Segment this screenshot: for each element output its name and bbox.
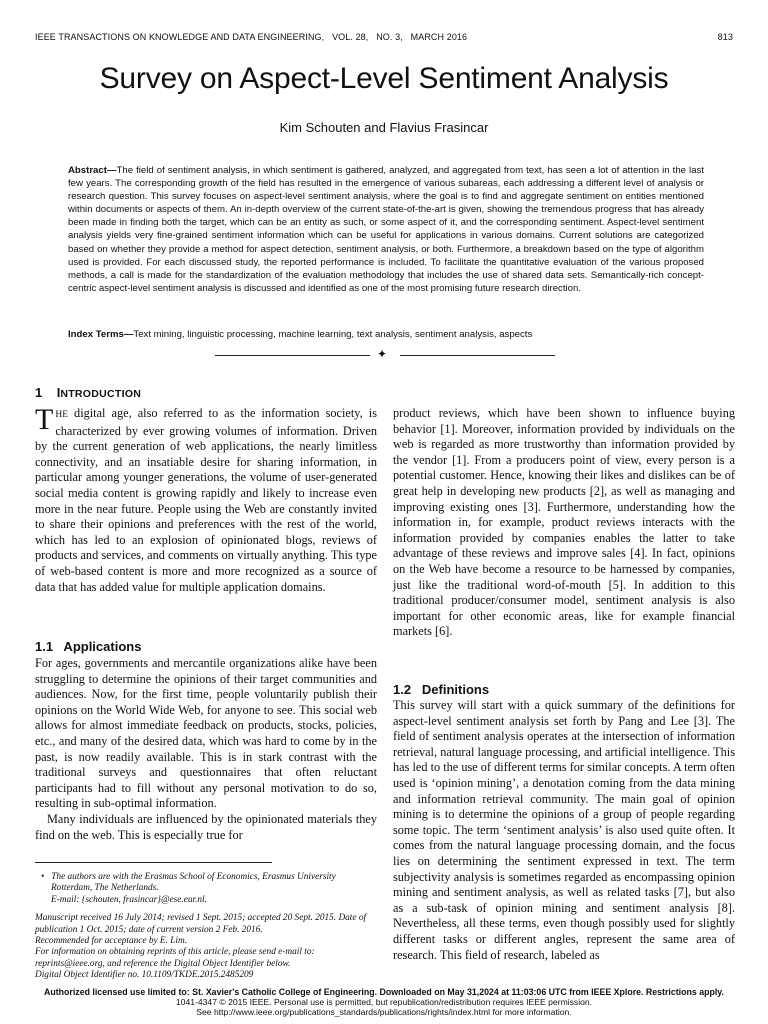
intro-smallcaps: HE	[55, 410, 68, 420]
footnote-affiliation	[35, 872, 377, 906]
license-notice	[0, 987, 768, 1017]
footnote-reprints: For information on obtaining reprints of this article, please send e-mail to: reprints@ieee.org, and reference the Digital Object Identifier below.	[35, 947, 315, 969]
intro-text: digital age, also referred to as the information society, is characterized by ever growing volumes of information. Driven by the current generation of web applications, the nearly limitless connectivity, and an insatiable desire for sharing information, in particular among younger generations, the volume of user-generated social media content is growing rapidly and likely to increase even more in the near future. People using the Web are constantly invited to share their opinions and preferences with the rest of the world, which has led to an explosion of opinionated blogs, reviews of products and services, and comments on virtually anything. This type of web-based content is more and more recognized as a source of data that has added value for multiple application domains.	[35, 406, 377, 594]
rights-url-line: See http://www.ieee.org/publications_standards/publications/rights/index.html for more information.	[196, 1007, 572, 1017]
section-divider	[215, 348, 555, 362]
bullet-icon: •	[41, 872, 45, 882]
page-number: 813	[717, 32, 733, 42]
abstract-text: The field of sentiment analysis, in which sentiment is gathered, analyzed, and aggregated from text, has seen a lot of attention in the last few years. The corresponding growth of the field has resulted in the emergence of various subareas, each addressing a different level of analysis or research question. This survey focuses on aspect-level sentiment analysis, where the goal is to find and aggregate sentiment on entities mentioned within documents or aspects of them. An in-depth overview of the current state-of-the-art is given, showing the tremendous progress that has already been made in finding both the target, which can be an entity as such, or some aspect of it, and the corresponding sentiment. Aspect-level sentiment analysis yields very fine-grained sentiment information which can be useful for applications in various domains. Current solutions are categorized based on whether they provide a method for aspect detection, sentiment analysis, or both. Furthermore, a breakdown based on the type of algorithm used is provided. For each discussed study, the reported performance is included. To facilitate the quantitative evaluation of the various proposed methods, a call is made for the standardization of the evaluation methodology that includes the use of shared data sets. Semantically-rich concept-centric aspect-level sentiment analysis is discussed and identified as one of the most promising future research direction.	[68, 165, 704, 294]
section-title-first: I	[56, 385, 61, 400]
issue-number: NO. 3,	[376, 32, 403, 42]
applications-paragraph-2: Many individuals are influenced by the opinionated materials they find on the web. This is especially true for	[35, 811, 377, 842]
license-line: Authorized licensed use limited to: St. Xavier's Catholic College of Engineering. Downloaded on May 31,2024 at 11:03:06 UTC from IEEE Xplore. Restrictions apply.	[44, 987, 724, 997]
paper-title: Survey on Aspect-Level Sentiment Analysis	[99, 62, 669, 95]
divider-ornament-icon: ✦	[377, 347, 388, 361]
intro-paragraph	[35, 403, 377, 595]
divider-line-right	[400, 355, 555, 356]
affiliation-email: E-mail: {schouten, frasincar}@ese.eur.nl.	[51, 894, 207, 905]
footnote-doi: Digital Object Identifier no. 10.1109/TKDE.2015.2485209	[35, 970, 254, 981]
footnote-recommended: Recommended for acceptance by E. Lim.	[35, 936, 188, 947]
issue-date: MARCH 2016	[410, 32, 468, 42]
abstract-label: Abstract—	[68, 165, 117, 176]
drop-cap: T	[35, 403, 54, 436]
footnotes	[35, 872, 377, 982]
index-terms	[68, 329, 704, 340]
index-terms-label: Index Terms—	[68, 329, 134, 340]
right-paragraph-1: product reviews, which have been shown to influence buying behavior [1]. Moreover, information provided by individuals on the web is regarded as more trustworthy than information provided by the vendor [1]. From a producers point of view, every person is a potential customer. Hence, knowing their likes and dislikes can be of great help in developing new products [2], as well as managing and improving existing ones [3]. Furthermore, understanding how the information in, for example, product reviews interacts with the information provided by companies enables the latter to take advantage of these reviews and improve sales [4]. In fact, opinions on the Web have become a resource to be harnessed by companies, just like the traditional word-of-mouth [5]. In addition to this traditional producer/consumer model, sentiment analysis is also important for other economic areas, like for example financial markets [6].	[393, 406, 735, 639]
footnote-rule	[35, 862, 272, 863]
applications-paragraph-1: For ages, governments and mercantile organizations alike have been struggling to determine the opinions of their target communities and audiences. Now, for the first time, people voluntarily publish their opinions on the World Wide Web, for anyone to see. This social web allows for almost immediate feedback on products, stocks, policies, etc., and many of the desired data, which was hard to come by in the past, is now readily available. This is in stark contrast with the traditional surveys and questionnaires that often reluctant participants had to fill without any personal motivation to do so, resulting in sub-optimal information.	[35, 656, 377, 811]
footnote-manuscript: Manuscript received 16 July 2014; revised 1 Sept. 2015; accepted 20 Sept. 2015. Date of publication 1 Oct. 2015; date of current version 2 Feb. 2016.	[35, 913, 367, 935]
section-number: 1	[35, 385, 43, 400]
right-column-top	[393, 406, 735, 640]
copyright-line: 1041-4347 © 2015 IEEE. Personal use is permitted, but republication/redistribution requires IEEE permission.	[175, 997, 593, 1007]
applications-column	[35, 656, 377, 843]
authors: Kim Schouten and Flavius Frasincar	[279, 120, 489, 135]
journal-name: IEEE TRANSACTIONS ON KNOWLEDGE AND DATA ENGINEERING,	[35, 32, 325, 42]
section-heading-applications: 1.1 Applications	[35, 639, 142, 654]
divider-line-left	[215, 355, 370, 356]
running-header	[35, 32, 733, 42]
section-title-rest: NTRODUCTION	[60, 388, 142, 400]
definitions-paragraph-1: This survey will start with a quick summary of the definitions for aspect-level sentiment analysis set forth by Pang and Lee [3]. The field of sentiment analysis operates at the intersection of information retrieval, natural language processing, and artificial intelligence. This has led to the use of different terms for similar concepts. A term often used is ‘opinion mining’, a denotation coming from the data mining and information retrieval community. The main goal of opinion mining is to determine the opinions of a group of people regarding some topic. The term ‘sentiment analysis’ is also used quite often. It comes from the natural language processing domain, and the focus lies on determining the sentiment expressed in text. The term subjectivity analysis is sometimes regarded as encompassing opinion mining and sentiment analysis, as well as related tasks [7], but also as a sub-task of opinion mining and sentiment analysis [8]. Nevertheless, all these terms, even though possibly used for slightly different tasks or different angles, represent the same area of research. This field of research, labeled as	[393, 698, 735, 962]
definitions-column	[393, 698, 735, 963]
volume: VOL. 28,	[332, 32, 369, 42]
affiliation-text: The authors are with the Erasmus School of Economics, Erasmus University Rotterdam, The Netherlands.	[51, 872, 336, 894]
section-heading-introduction	[35, 385, 141, 400]
section-heading-definitions: 1.2 Definitions	[393, 682, 490, 697]
abstract	[68, 164, 704, 295]
index-terms-text: Text mining, linguistic processing, machine learning, text analysis, sentiment analysis, aspects	[133, 329, 533, 340]
intro-column	[35, 403, 377, 595]
